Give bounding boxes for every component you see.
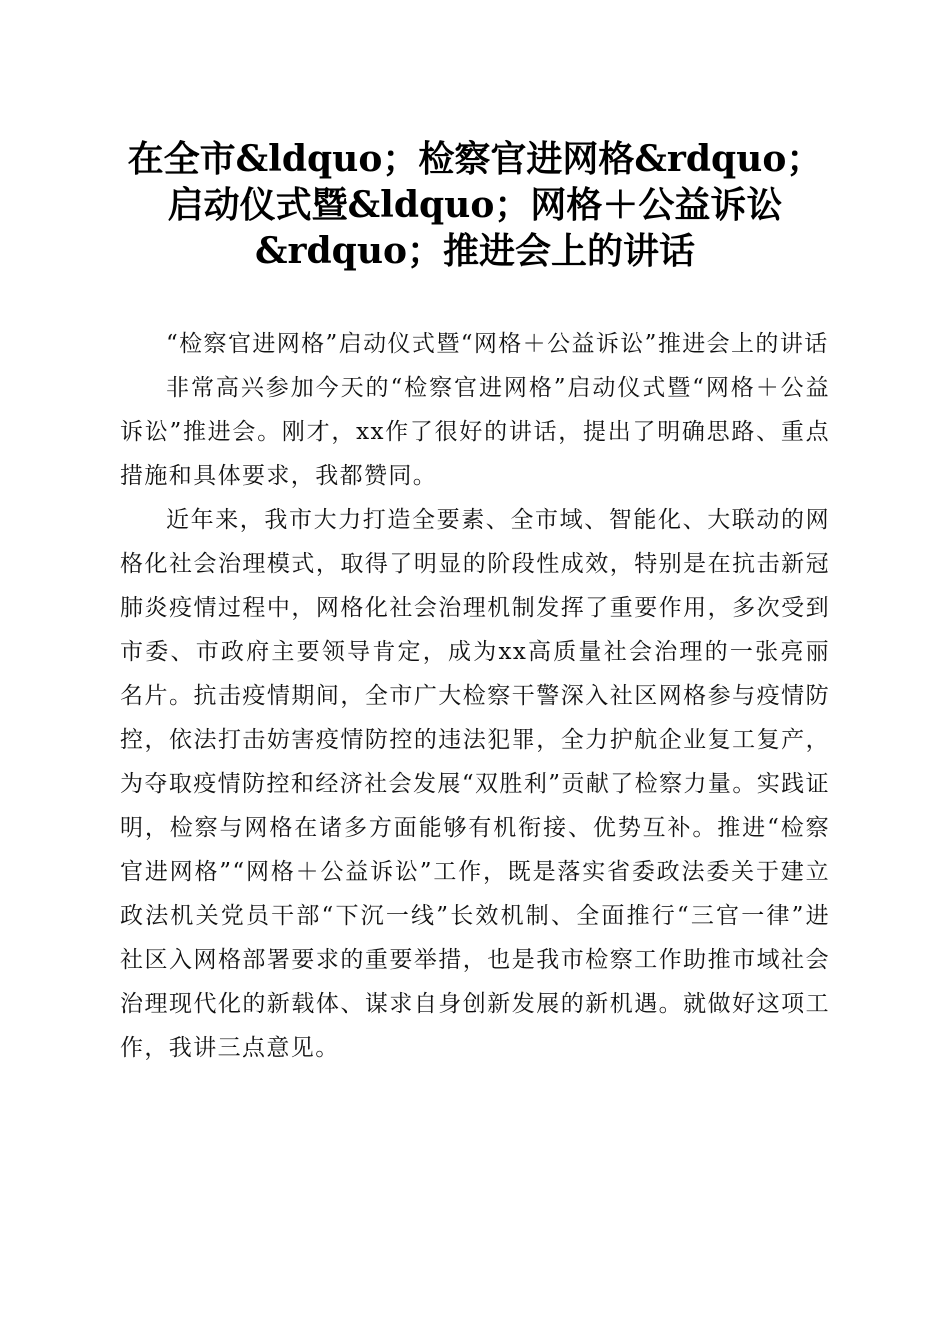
document-body: [120, 322, 830, 1070]
paragraph-opening: 非常高兴参加今天的“检察官进网格”启动仪式暨“网格＋公益诉讼”推进会。刚才，xx作了很好的讲话，提出了明确思路、重点措施和具体要求，我都赞同。: [120, 375, 830, 489]
document-title: 在全市&ldquo；检察官进网格&rdquo；启动仪式暨&ldquo；网格＋公益诉讼&rdquo；推进会上的讲话: [127, 138, 823, 272]
paragraph-main: 近年来，我市大力打造全要素、全市域、智能化、大联动的网格化社会治理模式，取得了明显的阶段性成效，特别是在抗击新冠肺炎疫情过程中，网格化社会治理机制发挥了重要作用，多次受到市委、市政府主要领导肯定，成为xx高质量社会治理的一张亮丽名片。抗击疫情期间，全市广大检察干警深入社区网格参与疫情防控，依法打击妨害疫情防控的违法犯罪，全力护航企业复工复产，为夺取疫情防控和经济社会发展“双胜利”贡献了检察力量。实践证明，检察与网格在诸多方面能够有机衔接、优势互补。推进“检察官进网格”“网格＋公益诉讼”工作，既是落实省委政法委关于建立政法机关党员干部“下沉一线”长效机制、全面推行“三官一律”进社区入网格部署要求的重要举措，也是我市检察工作助推市域社会治理现代化的新载体、谋求自身创新发展的新机遇。就做好这项工作，我讲三点意见。: [120, 507, 830, 1061]
paragraph-subtitle: “检察官进网格”启动仪式暨“网格＋公益诉讼”推进会上的讲话: [166, 331, 829, 357]
